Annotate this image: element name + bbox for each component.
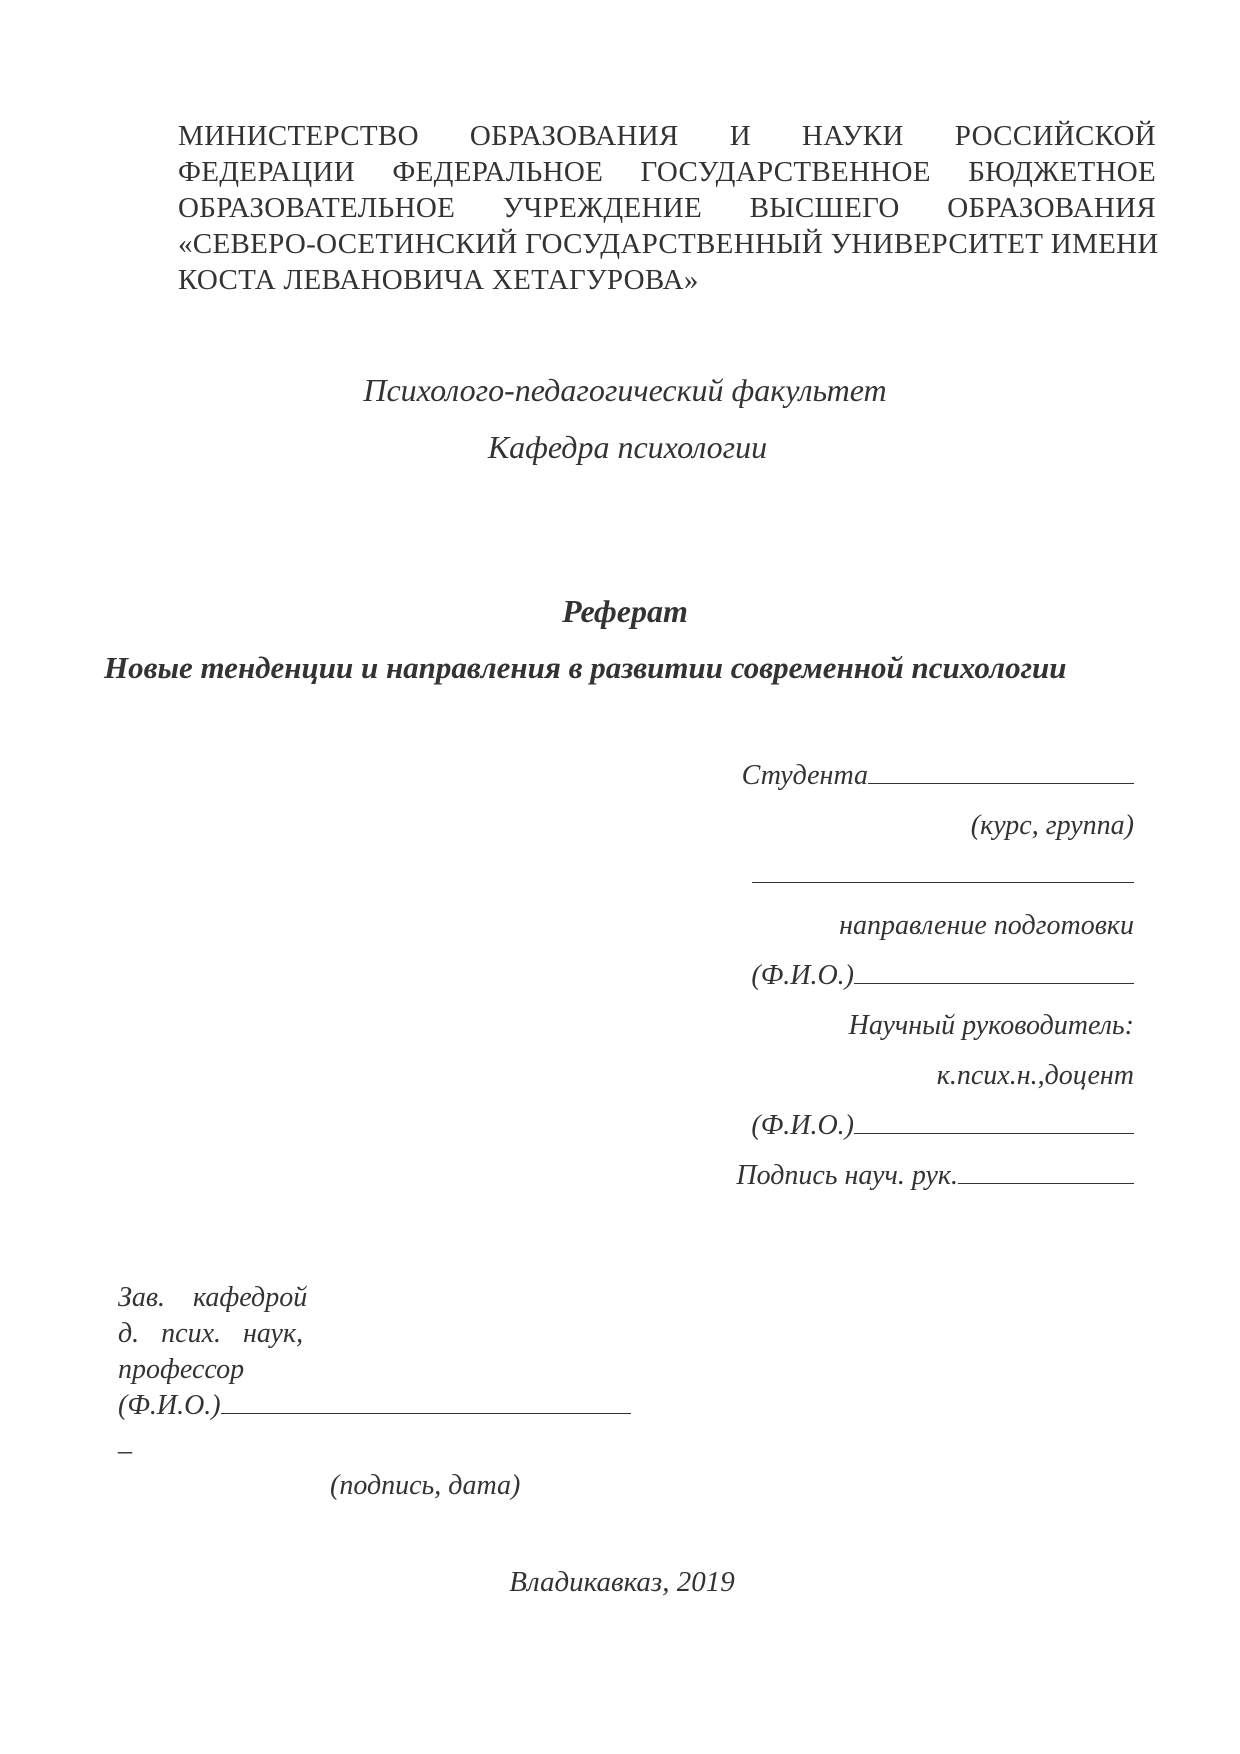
department-name: Кафедра психологии — [487, 429, 768, 465]
student-fio-line — [854, 959, 1134, 984]
header-line: ФЕДЕРАЦИИ ФЕДЕРАЛЬНОЕ ГОСУДАРСТВЕННОЕ БЮДЖЕТНОЕ — [178, 156, 1156, 188]
student-fio-label: (Ф.И.О.) — [751, 960, 854, 991]
ministry-header — [178, 118, 1159, 298]
direction-label: направление подготовки — [839, 910, 1134, 941]
blank-row — [752, 857, 1134, 893]
student-row — [742, 758, 1134, 794]
course-group: (курс, группа) — [970, 810, 1134, 841]
head-line-1 — [118, 1280, 307, 1316]
supervisor-fio-label: (Ф.И.О.) — [751, 1110, 854, 1141]
supervisor-signature-line — [958, 1159, 1134, 1184]
student-label: Студента — [741, 760, 868, 791]
supervisor-signature-label: Подпись науч. рук. — [736, 1160, 958, 1191]
document-type: Реферат — [562, 593, 688, 629]
student-blank-line — [868, 759, 1134, 784]
head-fio-label: (Ф.И.О.) — [118, 1390, 221, 1421]
header-line: КОСТА ЛЕВАНОВИЧА ХЕТАГУРОВА» — [178, 264, 699, 296]
supervisor-label: Научный руководитель: — [848, 1010, 1134, 1041]
head-abbrev: Зав. — [118, 1282, 166, 1313]
supervisor-degree: к.псих.н.,доцент — [936, 1060, 1134, 1091]
header-line: ОБРАЗОВАТЕЛЬНОЕ УЧРЕЖДЕНИЕ ВЫСШЕГО ОБРАЗОВАНИЯ — [178, 192, 1156, 224]
head-dash: _ — [118, 1426, 132, 1457]
student-fio-row — [751, 958, 1134, 994]
degree-part: псих. — [161, 1318, 222, 1349]
blank-line — [752, 858, 1134, 883]
degree-part: наук, — [243, 1318, 304, 1349]
supervisor-fio-row — [751, 1108, 1134, 1144]
head-title: профессор — [118, 1354, 245, 1385]
city-year: Владикавказ, 2019 — [509, 1566, 735, 1598]
degree-part: д. — [118, 1318, 140, 1349]
supervisor-fio-line — [854, 1109, 1134, 1134]
document-title: Новые тенденции и направления в развитии современной психологии — [104, 650, 1067, 685]
head-word: кафедрой — [193, 1282, 308, 1313]
header-line: «СЕВЕРО-ОСЕТИНСКИЙ ГОСУДАРСТВЕННЫЙ УНИВЕРСИТЕТ ИМЕНИ — [178, 228, 1159, 260]
supervisor-signature-row — [736, 1158, 1134, 1194]
head-line-2 — [118, 1316, 303, 1352]
header-line: МИНИСТЕРСТВО ОБРАЗОВАНИЯ И НАУКИ РОССИЙСКОЙ — [178, 120, 1156, 152]
head-fio-row — [118, 1388, 631, 1424]
signature-date-label: (подпись, дата) — [330, 1470, 521, 1501]
head-fio-line — [221, 1389, 631, 1414]
faculty-name: Психолого-педагогический факультет — [363, 372, 887, 408]
